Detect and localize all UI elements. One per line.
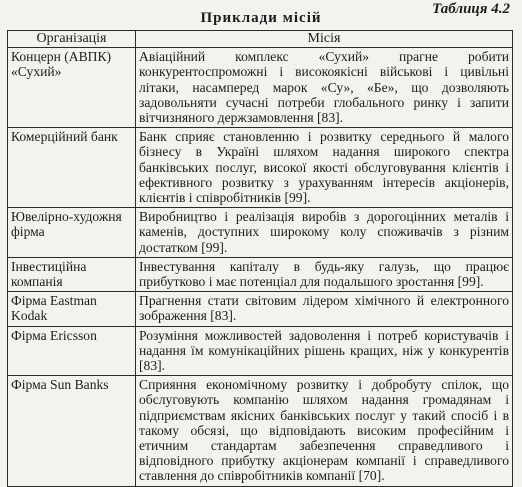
table-row bbox=[8, 376, 513, 486]
organization-cell: Комерційний банк bbox=[8, 128, 136, 208]
header-row bbox=[8, 31, 513, 48]
missions-table bbox=[7, 30, 513, 487]
mission-cell: Сприяння економічному розвитку і добробуту спілок, що обслуговують компанію шляхом надання громадянам і підприємствам якісних банківських послуг у такий спосіб і в такому обсязі, що відповідають високим професійним і етичним стандартам забезпечення справедливого і відповідного прибутку акціонерам компанії і справедливого ставлення до співробітників компанії [70]. bbox=[136, 376, 513, 486]
organization-cell: Концерн (АВПК) «Сухий» bbox=[8, 48, 136, 128]
table-row bbox=[8, 326, 513, 376]
table-row bbox=[8, 292, 513, 326]
mission-cell: Розуміння можливостей задоволення і потреб користувачів і надання їм комунікаційних рішень кращих, ніж у конкурентів [83]. bbox=[136, 326, 513, 376]
organization-cell: Інвестиційна компанія bbox=[8, 257, 136, 291]
header-mission: Місія bbox=[136, 31, 513, 48]
table-row bbox=[8, 257, 513, 291]
organization-cell: Фірма Eastman Kodak bbox=[8, 292, 136, 326]
table-row bbox=[8, 48, 513, 128]
header-organization: Організація bbox=[8, 31, 136, 48]
organization-cell: Ювелірно-художня фірма bbox=[8, 208, 136, 258]
organization-cell: Фірма Ericsson bbox=[8, 326, 136, 376]
mission-cell: Банк сприяє становленню і розвитку середнього й малого бізнесу в Україні шляхом надання широкого спектра банківських послуг, високої якості обслуговування клієнтів і ефективного розвитку з урахуванням інтересів акціонерів, клієнтів і співробітників [99]. bbox=[136, 128, 513, 208]
table-number: Таблиця 4.2 bbox=[432, 1, 510, 17]
mission-cell: Виробництво і реалізація виробів з дорогоцінних металів і каменів, доступних широкому колу споживачів з різним достатком [99]. bbox=[136, 208, 513, 258]
mission-cell: Прагнення стати світовим лідером хімічного й електронного зображення [83]. bbox=[136, 292, 513, 326]
mission-cell: Авіаційний комплекс «Сухий» прагне робити конкурентоспроможні і високоякісні військові і цивільні літаки, насамперед марок «Су», «Бе», що дозволяють задовольняти сучасні потреби глобального ринку і запити вітчизняного держзамовлення [83]. bbox=[136, 48, 513, 128]
mission-cell: Інвестування капіталу в будь-яку галузь, що працює прибутково і має потенціал для подальшого зростання [99]. bbox=[136, 257, 513, 291]
table-row bbox=[8, 128, 513, 208]
table-caption: Приклади місій bbox=[200, 10, 322, 26]
table-row bbox=[8, 208, 513, 258]
organization-cell: Фірма Sun Banks bbox=[8, 376, 136, 486]
